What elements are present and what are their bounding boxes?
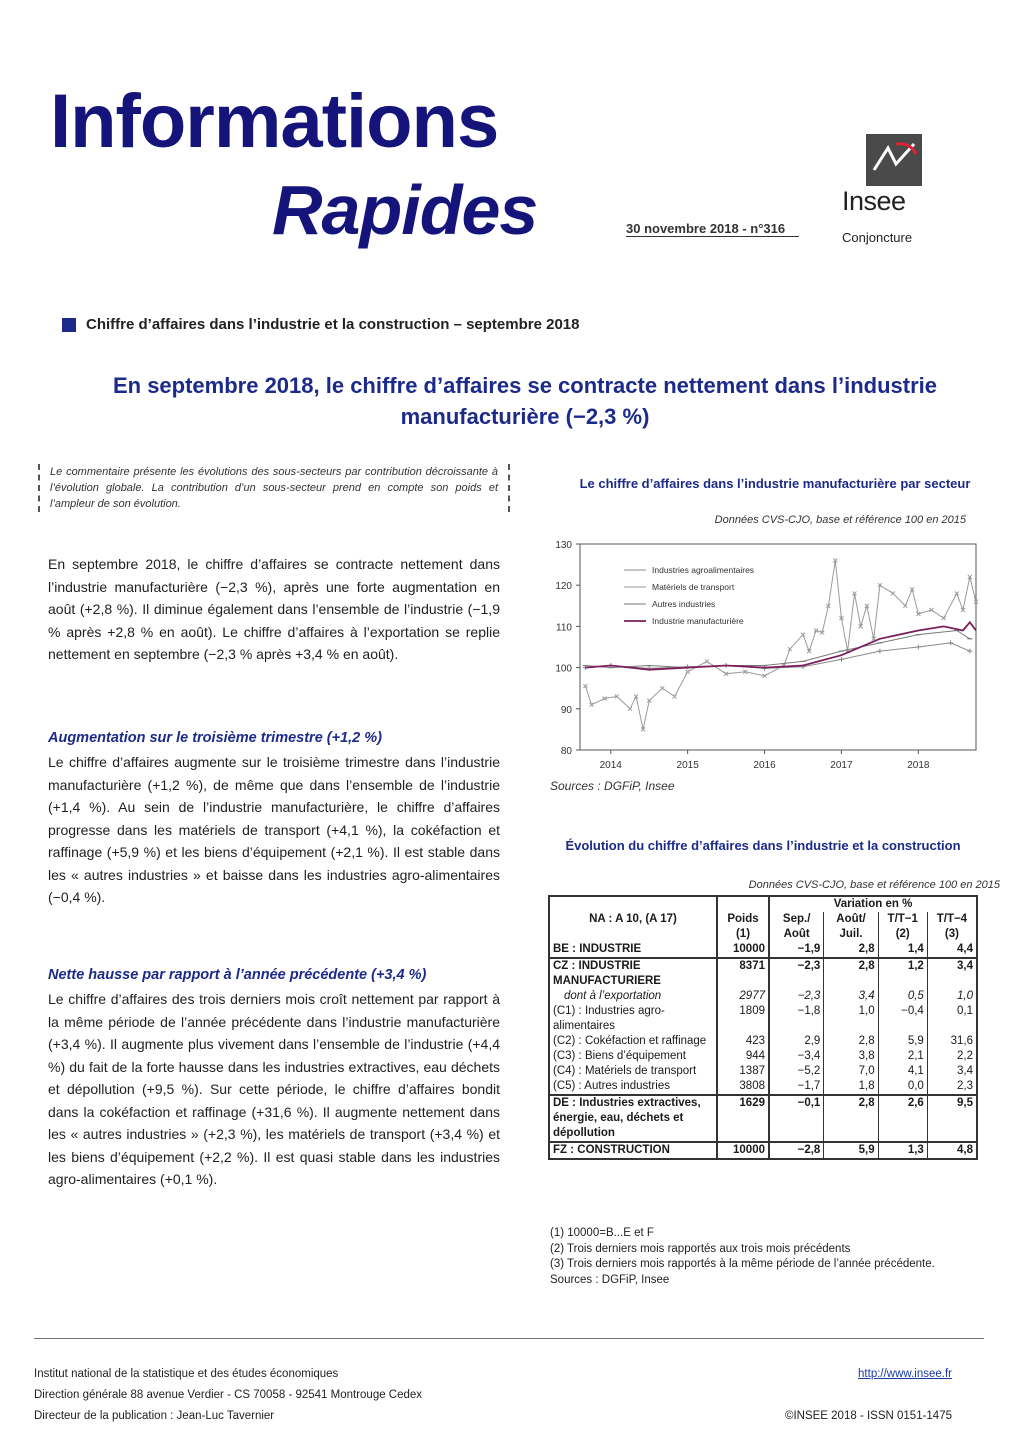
- series-point-0: [839, 657, 844, 662]
- table-cell-poids: 423: [717, 1034, 769, 1049]
- col-header-aout-juil: Août/ Juil.: [824, 912, 878, 942]
- col-header-tt4: T/T−4 (3): [927, 912, 977, 942]
- x-tick-label: 2015: [676, 760, 699, 771]
- series-point-1: [673, 694, 677, 698]
- table-cell-v3: 2,1: [878, 1049, 927, 1064]
- table-cell-v1: −1,8: [769, 1004, 824, 1034]
- table-cell-v3: 1,4: [878, 942, 927, 958]
- table-cell-v3: 1,2: [878, 958, 927, 989]
- table-cell-v4: 9,5: [927, 1095, 977, 1142]
- section2-title: Nette hausse par rapport à l’année précédente (+3,4 %): [48, 967, 427, 983]
- table-cell-label: BE : INDUSTRIE: [553, 943, 642, 955]
- series-line-2: [585, 631, 969, 668]
- series-point-0: [916, 645, 921, 650]
- table-cell-v2: 3,8: [824, 1049, 878, 1064]
- table-cell-v3: −0,4: [878, 1004, 927, 1034]
- table-cell-v1: −2,8: [769, 1142, 824, 1159]
- col-header-group: Variation en %: [769, 896, 977, 912]
- series-point-1: [891, 591, 895, 595]
- table-row: [549, 1034, 977, 1049]
- table-row: [549, 1064, 977, 1079]
- table-cell-v1: −2,3: [769, 989, 824, 1004]
- table-cell-poids: 2977: [717, 989, 769, 1004]
- table-cell-v1: −0,1: [769, 1095, 824, 1142]
- logo-mark-icon: [866, 134, 922, 186]
- table-cell-v4: 2,2: [927, 1049, 977, 1064]
- table-cell-v1: −1,7: [769, 1079, 824, 1095]
- logo-tagline: Conjoncture: [842, 230, 913, 245]
- table-cell-v3: 0,0: [878, 1079, 927, 1095]
- chart-title: Le chiffre d’affaires dans l’industrie manufacturière par secteur: [579, 476, 971, 491]
- table-row: [549, 1049, 977, 1064]
- chart-subtitle: Données CVS-CJO, base et référence 100 en 2015: [714, 514, 966, 526]
- table-cell-poids: 10000: [717, 1142, 769, 1159]
- table-cell-v2: 2,8: [824, 958, 878, 989]
- footer-copyright: ©INSEE 2018 - ISSN 0151-1475: [784, 1410, 952, 1422]
- footer-director: Directeur de la publication : Jean-Luc Tavernier: [34, 1410, 275, 1422]
- headline: En septembre 2018, le chiffre d’affaires se contracte nettement dans l’industrie manufacturière (−2,3 %): [112, 373, 938, 429]
- table-cell-v1: −2,3: [769, 958, 824, 989]
- table-cell-v2: 3,4: [824, 989, 878, 1004]
- section1-text: Le chiffre d’affaires augmente sur le troisième trimestre dans l’industrie manufacturière (+1,2 %), de même que dans l’ensemble de l’industrie (+1,4 %). Au sein de l’industrie manufacturière, le chiffre d’affaires progresse dans les matériels de transport (+4,1 %), la cokéfaction et raffinage (+5,9 %) et les biens d’équipement (+2,1 %). Il est stable dans les « autres industries » et baisse dans les industries agro-alimentaires (−0,4 %).: [48, 754, 500, 905]
- section1-title: Augmentation sur le troisième trimestre (+1,2 %): [48, 730, 382, 746]
- table-cell-v4: 4,4: [927, 942, 977, 958]
- y-tick-label: 80: [560, 746, 572, 757]
- table-row: [549, 1095, 977, 1142]
- table-cell-v2: 7,0: [824, 1064, 878, 1079]
- col-header-poids: Poids (1): [717, 896, 769, 942]
- table-cell-poids: 1809: [717, 1004, 769, 1034]
- table-cell-v2: 2,8: [824, 1095, 878, 1142]
- table-cell-v2: 2,8: [824, 942, 878, 958]
- table-cell-v2: 1,8: [824, 1079, 878, 1095]
- rubric: [62, 316, 579, 333]
- col-header-tt1: T/T−1 (2): [878, 912, 927, 942]
- section2-text: Le chiffre d’affaires des trois derniers mois croît nettement par rapport à la même période de l’année précédente dans l’industrie manufacturière (+3,4 %). Il augmente plus vivement dans l’ensemble de l’industrie (+4,4 %) du fait de la forte hausse dans les industries extractives, eau déchets et dépollution (+9,5 %). Sur cette période, le chiffre d’affaires bondit dans la cokéfaction et raffinage (+31,6 %). Il augmente nettement dans les « autres industries » (+2,3 %), les matériels de transport (+3,4 %) et les biens d’équipement (+2,2 %). Il est quasi stable dans les industries agro-alimentaires (+0,1 %).: [48, 991, 500, 1187]
- table-cell-label: (C2) : Cokéfaction et raffinage: [553, 1035, 707, 1047]
- table-row: [549, 942, 977, 958]
- x-tick-label: 2017: [830, 760, 853, 771]
- masthead-subtitle: Rapides: [272, 171, 538, 249]
- issue-date: 30 novembre 2018 - n°316: [626, 221, 799, 237]
- table-cell-v1: 2,9: [769, 1034, 824, 1049]
- table-cell-poids: 10000: [717, 942, 769, 958]
- table-cell-label: dont à l’exportation: [564, 990, 662, 1002]
- footer-url-link[interactable]: http://www.insee.fr: [858, 1368, 952, 1380]
- legend-label: Industrie manufacturière: [652, 616, 744, 626]
- table-cell-v4: 4,8: [927, 1142, 977, 1159]
- table-cell-v1: −3,4: [769, 1049, 824, 1064]
- table-cell-v4: 0,1: [927, 1004, 977, 1034]
- series-point-1: [686, 670, 690, 674]
- table-cell-label: (C4) : Matériels de transport: [553, 1065, 697, 1077]
- table-cell-poids: 944: [717, 1049, 769, 1064]
- rubric-text: Chiffre d’affaires dans l’industrie et la construction – septembre 2018: [86, 316, 580, 333]
- table-row: [549, 1004, 977, 1034]
- legend-label: Matériels de transport: [652, 582, 735, 592]
- series-point-1: [903, 604, 907, 608]
- series-point-0: [967, 649, 972, 654]
- table-cell-label: (C5) : Autres industries: [553, 1080, 670, 1092]
- series-point-0: [948, 640, 953, 645]
- series-point-1: [705, 659, 709, 663]
- series-point-1: [801, 633, 805, 637]
- table-cell-v3: 2,6: [878, 1095, 927, 1142]
- y-tick-label: 90: [560, 704, 572, 716]
- series-point-1: [660, 686, 664, 690]
- table-title: Évolution du chiffre d’affaires dans l’industrie et la construction: [565, 838, 961, 853]
- intro-paragraph: En septembre 2018, le chiffre d’affaires se contracte nettement dans l’industrie manufacturière (−2,3 %), après une forte augmentation en août (+2,8 %). Il diminue également dans l’ensemble de l’industrie (−1,9 % après +2,8 % en août). Le chiffre d’affaires à l’exportation se replie nettement en septembre (−2,3 % après +3,4 % en août).: [48, 556, 500, 662]
- table-row: [549, 1142, 977, 1159]
- series-point-1: [955, 591, 959, 595]
- table-cell-v3: 4,1: [878, 1064, 927, 1079]
- table-cell-poids: 1387: [717, 1064, 769, 1079]
- table-cell-v4: 3,4: [927, 1064, 977, 1079]
- table-cell-v4: 31,6: [927, 1034, 977, 1049]
- table-row: [549, 958, 977, 989]
- table-row: [549, 1079, 977, 1095]
- square-bullet-icon: [62, 318, 76, 332]
- col-header-na: NA : A 10, (A 17): [589, 913, 677, 925]
- table-note: (1) 10000=B...E et F: [550, 1227, 654, 1239]
- table-cell-label: (C3) : Biens d’équipement: [553, 1050, 686, 1062]
- table-cell-v3: 5,9: [878, 1034, 927, 1049]
- table-cell-poids: 1629: [717, 1095, 769, 1142]
- x-tick-label: 2018: [907, 760, 930, 771]
- table-notes: [550, 1226, 970, 1288]
- table-cell-label: (C1) : Industries agro-alimentaires: [553, 1005, 665, 1032]
- table-cell-v2: 1,0: [824, 1004, 878, 1034]
- table-note: Sources : DGFiP, Insee: [550, 1273, 670, 1286]
- footer-address: Direction générale 88 avenue Verdier - CS 70058 - 92541 Montrouge Cedex: [34, 1389, 423, 1401]
- table-note: (3) Trois derniers mois rapportés à la même période de l’année précédente.: [550, 1258, 935, 1270]
- table-cell-label: FZ : CONSTRUCTION: [553, 1144, 670, 1156]
- series-point-0: [877, 649, 882, 654]
- table-cell-v2: 2,8: [824, 1034, 878, 1049]
- insee-logo: [838, 134, 930, 249]
- footer-institute: Institut national de la statistique et des études économiques: [34, 1368, 339, 1380]
- table-cell-poids: 8371: [717, 958, 769, 989]
- y-tick-label: 120: [555, 581, 572, 593]
- table-cell-label: DE : Industries extractives, énergie, eau, déchets et dépollution: [553, 1097, 701, 1139]
- y-tick-label: 100: [555, 663, 572, 675]
- table-cell-v1: −1,9: [769, 942, 824, 958]
- y-tick-label: 110: [556, 622, 572, 634]
- y-tick-label: 130: [555, 540, 572, 551]
- table-cell-poids: 3808: [717, 1079, 769, 1095]
- chart-source: Sources : DGFiP, Insee: [550, 779, 675, 793]
- table-cell-v1: −5,2: [769, 1064, 824, 1079]
- x-tick-label: 2016: [753, 760, 776, 771]
- table-cell-v4: 1,0: [927, 989, 977, 1004]
- line-chart: [540, 536, 980, 776]
- table-row: [549, 989, 977, 1004]
- legend-label: Industries agroalimentaires: [652, 565, 755, 575]
- footer-right: [760, 1364, 952, 1427]
- data-table: [548, 895, 978, 1160]
- table-cell-v3: 1,3: [878, 1142, 927, 1159]
- table-note: (2) Trois derniers mois rapportés aux trois mois précédents: [550, 1242, 851, 1255]
- series-line-3: [585, 622, 976, 669]
- table-cell-label: CZ : INDUSTRIE MANUFACTURIERE: [553, 960, 661, 987]
- legend-label: Autres industries: [652, 599, 716, 609]
- table-cell-v4: 2,3: [927, 1079, 977, 1095]
- footer-left: [34, 1364, 422, 1427]
- method-note: Le commentaire présente les évolutions des sous-secteurs par contribution décroissante à l’évolution globale. La contribution d’un sous-secteur prend en compte son poids et l’ampleur de son évolution.: [38, 464, 510, 512]
- masthead-title: Informations: [50, 79, 499, 164]
- logo-text: Insee: [842, 186, 906, 216]
- series-point-1: [628, 707, 632, 711]
- x-tick-label: 2014: [599, 760, 622, 771]
- table-cell-v3: 0,5: [878, 989, 927, 1004]
- table-cell-v2: 5,9: [824, 1142, 878, 1159]
- table-subtitle: Données CVS-CJO, base et référence 100 en 2015: [748, 879, 1000, 891]
- series-point-1: [942, 616, 946, 620]
- col-header-sep-aout: Sep./ Août: [769, 912, 824, 942]
- footer-divider: [34, 1338, 984, 1339]
- series-line-1: [585, 561, 976, 730]
- table-cell-v4: 3,4: [927, 958, 977, 989]
